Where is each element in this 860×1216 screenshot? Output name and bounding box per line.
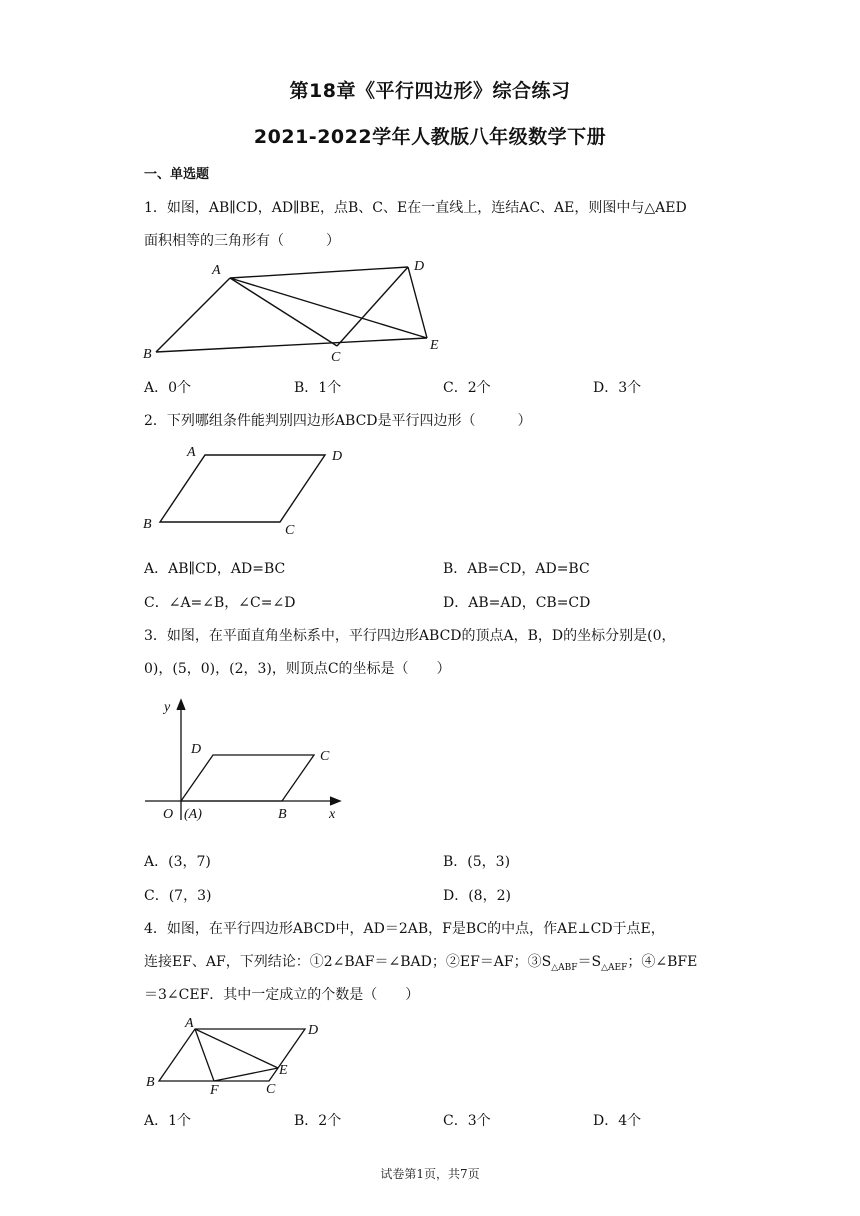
q4-option-d: D．4个 — [593, 1113, 642, 1129]
q3-option-b: B．(5，3) — [443, 854, 511, 870]
figure-q2 — [135, 440, 355, 540]
q1-option-d: D．3个 — [593, 380, 642, 396]
figure-q1 — [130, 250, 460, 365]
label-a: (A) — [184, 807, 202, 822]
question-4-text-line3: ＝3∠CEF．其中一定成立的个数是（ ） — [144, 987, 420, 1003]
q2-option-a: A．AB∥CD，AD=BC — [144, 561, 286, 577]
q4-option-a: A．1个 — [144, 1113, 192, 1129]
label-b: B — [143, 347, 152, 362]
label-d: D — [414, 259, 425, 274]
page-footer: 试卷第1页，共7页 — [380, 1167, 480, 1181]
label-b: B — [278, 807, 287, 822]
question-4-text-line2: 连接EF、AF，下列结论：①2∠BAF＝∠BAD；②EF＝AF；$③S_{\triangle ABF}=S_{\triangle AEF}$；④∠BFE — [144, 954, 698, 973]
label-c: C — [266, 1082, 276, 1097]
q3-option-d: D．(8，2) — [443, 888, 511, 904]
q4-option-b: B．2个 — [294, 1113, 342, 1129]
q2-option-b: B．AB=CD，AD=BC — [443, 561, 590, 577]
title-line-1: 第18章《平行四边形》综合练习 — [289, 80, 571, 102]
label-e: E — [430, 338, 439, 353]
label-c: C — [320, 749, 330, 764]
label-a: A — [185, 1016, 194, 1031]
section-heading: 一、单选题 — [144, 167, 210, 182]
title-line-2: 2021-2022学年人教版八年级数学下册 — [253, 126, 607, 148]
question-1-text-line1: 1．如图，AB∥CD，AD∥BE，点B、C、E在一直线上，连结AC、AE，则图中与△AED — [144, 200, 687, 216]
label-b: B — [143, 517, 152, 532]
label-d: D — [191, 742, 202, 757]
question-3-text-line2: 0)，(5，0)，(2，3)，则顶点C的坐标是（ ） — [144, 661, 451, 677]
q2-option-c: C．∠A=∠B，∠C=∠D — [144, 595, 296, 611]
label-c: C — [285, 523, 295, 538]
figure-q3 — [140, 690, 360, 830]
question-2-text-line1: 2．下列哪组条件能判别四边形ABCD是平行四边形（ ） — [144, 413, 532, 429]
q1-option-a: A．0个 — [144, 380, 192, 396]
q3-option-a: A．(3，7) — [144, 854, 211, 870]
q2-option-d: D．AB=AD，CB=CD — [443, 595, 591, 611]
question-3-text-line1: 3．如图，在平面直角坐标系中，平行四边形ABCD的顶点A，B，D的坐标分别是(0， — [144, 628, 676, 644]
axis-y-label: y — [164, 700, 171, 715]
label-a: A — [187, 445, 196, 460]
figure-q4 — [140, 1012, 340, 1097]
axis-x-label: x — [329, 807, 336, 822]
label-a: A — [212, 263, 221, 278]
label-o: O — [163, 807, 174, 822]
q3-option-c: C．(7，3) — [144, 888, 212, 904]
label-d: D — [332, 449, 343, 464]
q1-option-c: C．2个 — [443, 380, 491, 396]
label-b: B — [146, 1075, 155, 1090]
label-d: D — [308, 1023, 319, 1038]
question-4-text-line1: 4．如图，在平行四边形ABCD中，AD＝2AB，F是BC的中点，作AE⊥CD于点E， — [144, 921, 665, 937]
label-e: E — [279, 1063, 288, 1078]
q4-option-c: C．3个 — [443, 1113, 491, 1129]
label-f: F — [210, 1083, 219, 1097]
q1-option-b: B．1个 — [294, 380, 342, 396]
label-c: C — [331, 350, 341, 365]
question-1-text-line2: 面积相等的三角形有（ ） — [144, 233, 340, 249]
